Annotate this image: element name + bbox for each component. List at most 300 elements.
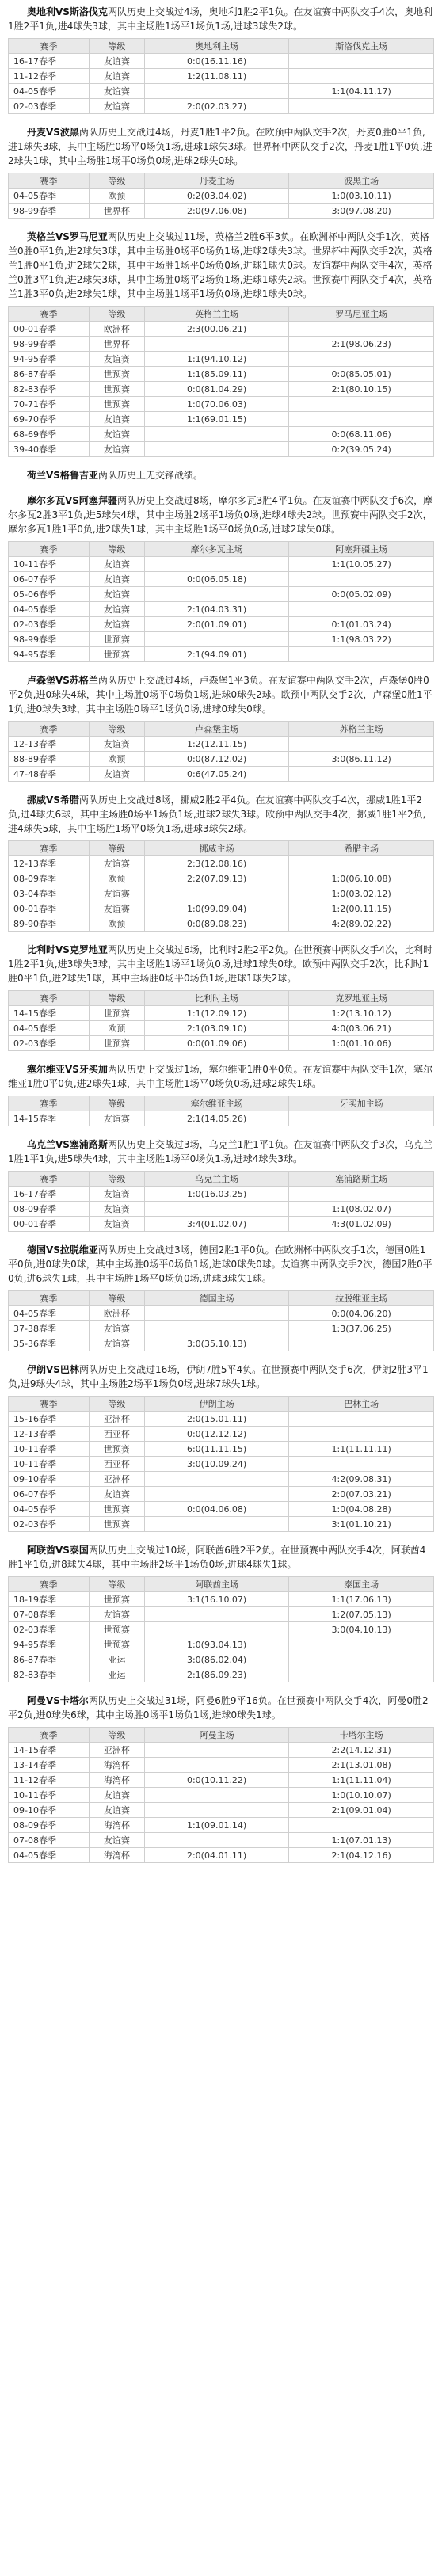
- home-b-cell: 1:2(13.10.12): [289, 1006, 434, 1021]
- home-a-cell: 1:2(11.08.11): [144, 69, 289, 84]
- matchup-summary-text: 两队历史上交战过8场，摩尔多瓦3胜4平1负。在友谊赛中两队交手6次，摩尔多瓦2胜3平1负,进5球失4球，其中主场胜2场平1场负0场,进球4球失2球。世预赛中两队交手2次，摩尔多瓦1胜1平0负,进2球失1球，其中主场胜1场平0场负0场,进球2球失0球。: [8, 495, 433, 535]
- matchup-summary: [8, 5, 434, 33]
- level-cell: 世预赛: [90, 1637, 145, 1652]
- level-cell: 世预赛: [90, 1006, 145, 1021]
- home-b-cell: 1:0(06.10.08): [289, 871, 434, 886]
- table-row: [9, 1818, 434, 1833]
- home-b-cell: 3:1(01.10.21): [289, 1517, 434, 1532]
- matchup-title: 奥地利VS斯洛伐克: [27, 6, 108, 17]
- season-cell: 15-16春季: [9, 1412, 90, 1427]
- home-a-cell: [144, 1833, 289, 1848]
- matchup-title: 比利时VS克罗地亚: [27, 944, 108, 955]
- level-cell: 海湾杯: [90, 1758, 145, 1773]
- matchup-title: 伊朗VS巴林: [27, 1364, 79, 1375]
- season-cell: 05-06春季: [9, 587, 90, 602]
- table-row: [9, 572, 434, 587]
- table-header-row: [9, 1096, 434, 1111]
- table-row: [9, 99, 434, 114]
- table-row: [9, 901, 434, 916]
- table-row: [9, 367, 434, 382]
- table-row: [9, 1487, 434, 1502]
- level-cell: 友谊赛: [90, 412, 145, 427]
- home-a-cell: 2:3(12.08.16): [144, 856, 289, 871]
- home-b-cell: [289, 856, 434, 871]
- table-row: [9, 352, 434, 367]
- matchup-summary-text: 两队历史上交战过6场，比利时2胜2平2负。在世预赛中两队交手4次，比利时1胜2平1负,进3球失3球，其中主场胜1场平1场负0场,进球1球失0球。欧预中两队交手2次，比利时1胜0平1负,进2球失1球，其中主场胜0场平0场负1场,进球1球失2球。: [8, 944, 433, 984]
- table-row: [9, 1472, 434, 1487]
- table-row: [9, 442, 434, 457]
- level-cell: 友谊赛: [90, 1607, 145, 1622]
- matchup-section: [8, 5, 434, 114]
- season-cell: 16-17春季: [9, 1187, 90, 1202]
- column-header: 等级: [90, 173, 145, 189]
- home-a-cell: [144, 1607, 289, 1622]
- season-cell: 08-09春季: [9, 1818, 90, 1833]
- table-row: [9, 602, 434, 617]
- table-row: [9, 1773, 434, 1788]
- level-cell: 海湾杯: [90, 1773, 145, 1788]
- table-header-row: [9, 307, 434, 322]
- table-row: [9, 1306, 434, 1321]
- home-b-cell: [289, 1336, 434, 1351]
- season-cell: 02-03春季: [9, 617, 90, 632]
- season-cell: 14-15春季: [9, 1111, 90, 1126]
- home-a-cell: 0:0(89.08.23): [144, 916, 289, 932]
- season-cell: 37-38春季: [9, 1321, 90, 1336]
- matchup-title: 荷兰VS格鲁吉亚: [27, 470, 98, 481]
- home-b-cell: 4:3(01.02.09): [289, 1217, 434, 1232]
- season-cell: 02-03春季: [9, 99, 90, 114]
- column-header: 等级: [90, 1728, 145, 1743]
- home-b-cell: 1:1(04.11.17): [289, 84, 434, 99]
- home-a-cell: 2:1(94.09.01): [144, 647, 289, 662]
- season-cell: 09-10春季: [9, 1472, 90, 1487]
- level-cell: 友谊赛: [90, 1321, 145, 1336]
- matchup-summary: [8, 1243, 434, 1286]
- home-b-cell: [289, 412, 434, 427]
- table-row: [9, 587, 434, 602]
- table-row: [9, 322, 434, 337]
- home-b-cell: 1:0(01.10.06): [289, 1036, 434, 1051]
- table-row: [9, 632, 434, 647]
- home-b-cell: [289, 1427, 434, 1442]
- season-cell: 04-05春季: [9, 189, 90, 204]
- level-cell: 友谊赛: [90, 1803, 145, 1818]
- home-a-cell: [144, 1622, 289, 1637]
- season-cell: 00-01春季: [9, 1217, 90, 1232]
- matchup-section: [8, 1137, 434, 1232]
- level-cell: 海湾杯: [90, 1848, 145, 1863]
- column-header: 等级: [90, 1172, 145, 1187]
- table-row: [9, 737, 434, 752]
- history-table: [8, 1290, 434, 1351]
- home-a-cell: 1:1(85.09.11): [144, 367, 289, 382]
- home-a-cell: 2:1(86.09.23): [144, 1667, 289, 1682]
- level-cell: 世预赛: [90, 382, 145, 397]
- matchup-summary-text: 两队历史上交战过4场，卢森堡1平3负。在友谊赛中两队交手2次，卢森堡0胜0平2负,进0球失4球，其中主场胜0场平0场负1场,进球0球失2球。欧预中两队交手2次，卢森堡0胜1平1负,进0球失3球，其中主场胜0场平1场负0场,进球0球失0球。: [8, 675, 432, 714]
- column-header: 赛季: [9, 542, 90, 557]
- home-b-cell: 4:2(09.08.31): [289, 1472, 434, 1487]
- table-row: [9, 1202, 434, 1217]
- season-cell: 09-10春季: [9, 1803, 90, 1818]
- level-cell: 友谊赛: [90, 54, 145, 69]
- season-cell: 68-69春季: [9, 427, 90, 442]
- level-cell: 亚洲杯: [90, 1472, 145, 1487]
- season-cell: 10-11春季: [9, 1457, 90, 1472]
- column-header: 挪威主场: [144, 841, 289, 856]
- column-header: 阿曼主场: [144, 1728, 289, 1743]
- home-a-cell: 0:0(10.11.22): [144, 1773, 289, 1788]
- matchup-summary-text: 两队历史上交战过31场，阿曼6胜9平16负。在世预赛中两队交手4次，阿曼0胜2平2负,进0球失6球，其中主场胜0场平1场负1场,进球0球失1球。: [8, 1695, 429, 1721]
- season-cell: 04-05春季: [9, 84, 90, 99]
- home-a-cell: 2:1(14.05.26): [144, 1111, 289, 1126]
- home-a-cell: 1:0(93.04.13): [144, 1637, 289, 1652]
- season-cell: 02-03春季: [9, 1517, 90, 1532]
- home-b-cell: [289, 572, 434, 587]
- level-cell: 亚运: [90, 1667, 145, 1682]
- column-header: 等级: [90, 722, 145, 737]
- table-row: [9, 1652, 434, 1667]
- season-cell: 12-13春季: [9, 1427, 90, 1442]
- matchup-summary: [8, 230, 434, 301]
- season-cell: 13-14春季: [9, 1758, 90, 1773]
- home-b-cell: 1:1(08.02.07): [289, 1202, 434, 1217]
- level-cell: 亚洲杯: [90, 1412, 145, 1427]
- matchup-title: 卢森堡VS苏格兰: [27, 675, 98, 686]
- season-cell: 88-89春季: [9, 752, 90, 767]
- table-header-row: [9, 173, 434, 189]
- level-cell: 欧洲杯: [90, 322, 145, 337]
- home-b-cell: 4:2(89.02.22): [289, 916, 434, 932]
- column-header: 赛季: [9, 307, 90, 322]
- home-a-cell: [144, 427, 289, 442]
- season-cell: 04-05春季: [9, 1848, 90, 1863]
- level-cell: 友谊赛: [90, 1336, 145, 1351]
- table-row: [9, 1457, 434, 1472]
- matchup-summary-text: 两队历史上交战过4场，奥地利1胜2平1负。在友谊赛中两队交手4次，奥地利1胜2平1负,进4球失3球，其中主场胜1场平1场负1场,进球3球失2球。: [8, 6, 433, 32]
- home-b-cell: 2:0(07.03.21): [289, 1487, 434, 1502]
- home-b-cell: 0:0(68.11.06): [289, 427, 434, 442]
- season-cell: 03-04春季: [9, 886, 90, 901]
- home-b-cell: [289, 397, 434, 412]
- matchup-summary-text: 两队历史上交战过16场，伊朗7胜5平4负。在世预赛中两队交手6次，伊朗2胜3平1负,进9球失4球，其中主场胜2场平1场负0场,进球7球失1球。: [8, 1364, 429, 1389]
- table-row: [9, 1637, 434, 1652]
- home-a-cell: 2:0(04.01.11): [144, 1848, 289, 1863]
- table-row: [9, 204, 434, 219]
- column-header: 伊朗主场: [144, 1397, 289, 1412]
- season-cell: 04-05春季: [9, 1306, 90, 1321]
- home-b-cell: [289, 99, 434, 114]
- home-b-cell: 1:1(10.05.27): [289, 557, 434, 572]
- column-header: 等级: [90, 1291, 145, 1306]
- home-a-cell: [144, 1472, 289, 1487]
- table-row: [9, 1517, 434, 1532]
- home-a-cell: 3:0(10.09.24): [144, 1457, 289, 1472]
- level-cell: 世预赛: [90, 647, 145, 662]
- season-cell: 82-83春季: [9, 1667, 90, 1682]
- home-a-cell: 1:1(09.01.14): [144, 1818, 289, 1833]
- matchup-title: 德国VS拉脱维亚: [27, 1244, 98, 1256]
- level-cell: 友谊赛: [90, 1217, 145, 1232]
- home-b-cell: [289, 1111, 434, 1126]
- matchup-summary: [8, 793, 434, 836]
- home-a-cell: 1:0(99.09.04): [144, 901, 289, 916]
- season-cell: 10-11春季: [9, 557, 90, 572]
- table-row: [9, 557, 434, 572]
- matchup-summary-text: 两队历史上交战过4场，丹麦1胜1平2负。在欧预中两队交手2次，丹麦0胜0平1负,进1球失3球，其中主场胜0场平0场负1场,进球1球失3球。世界杯中两队交手2次，丹麦1胜1平0负,进2球失1球，其中主场胜1场平0场负0场,进球2球失0球。: [8, 127, 432, 166]
- season-cell: 08-09春季: [9, 1202, 90, 1217]
- home-a-cell: [144, 886, 289, 901]
- level-cell: 友谊赛: [90, 1833, 145, 1848]
- level-cell: 友谊赛: [90, 587, 145, 602]
- matchup-section: [8, 1694, 434, 1863]
- column-header: 斯洛伐克主场: [289, 39, 434, 54]
- season-cell: 82-83春季: [9, 382, 90, 397]
- matchup-summary-text: 两队历史上交战过3场，乌克兰1胜1平1负。在友谊赛中两队交手3次，乌克兰1胜1平1负,进5球失4球，其中主场胜1场平0场负1场,进球4球失3球。: [8, 1139, 433, 1164]
- matchup-section: [8, 493, 434, 662]
- season-cell: 04-05春季: [9, 1502, 90, 1517]
- level-cell: 世预赛: [90, 397, 145, 412]
- level-cell: 友谊赛: [90, 1111, 145, 1126]
- matchup-summary-text: 两队历史上交战过10场，阿联酋6胜2平2负。在世预赛中两队交手4次，阿联酋4胜1平1负,进8球失4球，其中主场胜2场平1场负0场,进球4球失1球。: [8, 1545, 426, 1570]
- home-b-cell: 3:0(04.10.13): [289, 1622, 434, 1637]
- level-cell: 亚运: [90, 1652, 145, 1667]
- table-row: [9, 1336, 434, 1351]
- column-header: 罗马尼亚主场: [289, 307, 434, 322]
- season-cell: 86-87春季: [9, 367, 90, 382]
- history-table: [8, 1396, 434, 1532]
- column-header: 阿塞拜疆主场: [289, 542, 434, 557]
- table-row: [9, 1848, 434, 1863]
- level-cell: 友谊赛: [90, 767, 145, 782]
- season-cell: 70-71春季: [9, 397, 90, 412]
- matchup-section: [8, 943, 434, 1051]
- season-cell: 06-07春季: [9, 1487, 90, 1502]
- home-b-cell: [289, 352, 434, 367]
- column-header: 等级: [90, 1397, 145, 1412]
- home-b-cell: 3:0(86.11.12): [289, 752, 434, 767]
- table-row: [9, 1502, 434, 1517]
- column-header: 等级: [90, 1577, 145, 1592]
- table-row: [9, 1442, 434, 1457]
- home-a-cell: 1:1(12.09.12): [144, 1006, 289, 1021]
- level-cell: 世预赛: [90, 1036, 145, 1051]
- home-a-cell: 2:2(07.09.13): [144, 871, 289, 886]
- matchup-title: 英格兰VS罗马尼亚: [27, 231, 108, 242]
- level-cell: 西亚杯: [90, 1457, 145, 1472]
- season-cell: 69-70春季: [9, 412, 90, 427]
- home-b-cell: 1:0(04.08.28): [289, 1502, 434, 1517]
- home-a-cell: 0:0(12.12.12): [144, 1427, 289, 1442]
- home-b-cell: 1:1(07.01.13): [289, 1833, 434, 1848]
- home-b-cell: [289, 737, 434, 752]
- column-header: 赛季: [9, 39, 90, 54]
- level-cell: 欧预: [90, 916, 145, 932]
- table-row: [9, 1111, 434, 1126]
- table-row: [9, 871, 434, 886]
- history-table: [8, 38, 434, 114]
- matchup-section: [8, 673, 434, 782]
- home-a-cell: [144, 84, 289, 99]
- level-cell: 友谊赛: [90, 617, 145, 632]
- season-cell: 16-17春季: [9, 54, 90, 69]
- matchup-section: [8, 793, 434, 932]
- column-header: 赛季: [9, 1728, 90, 1743]
- home-b-cell: 2:1(09.01.04): [289, 1803, 434, 1818]
- column-header: 乌克兰主场: [144, 1172, 289, 1187]
- table-row: [9, 1758, 434, 1773]
- matchup-summary-text: 两队历史上交战过11场，英格兰2胜6平3负。在欧洲杯中两队交手1次，英格兰0胜0平1负,进2球失3球，其中主场胜0场平0场负1场,进球2球失3球。世界杯中两队交手2次，英格兰1胜0平1负,进2球失2球，其中主场胜1场平0场负0场,进球1球失0球。友谊赛中两队交手4次，英格兰0胜3平1负,进2球失3球，其中主场胜0场平2场负1场,进球1球失2球。世预赛中两队交手4次，英格兰1胜3平0负,进2球失1球，其中主场胜1场平1场负0场,进球1球失0球。: [8, 231, 432, 299]
- home-b-cell: 1:1(98.03.22): [289, 632, 434, 647]
- column-header: 等级: [90, 39, 145, 54]
- table-row: [9, 69, 434, 84]
- home-b-cell: [289, 1818, 434, 1833]
- level-cell: 欧预: [90, 189, 145, 204]
- column-header: 巴林主场: [289, 1397, 434, 1412]
- home-b-cell: [289, 1637, 434, 1652]
- table-header-row: [9, 1397, 434, 1412]
- history-table: [8, 1171, 434, 1232]
- column-header: 泰国主场: [289, 1577, 434, 1592]
- matchup-title: 阿曼VS卡塔尔: [27, 1695, 89, 1706]
- home-b-cell: 2:1(80.10.15): [289, 382, 434, 397]
- level-cell: 友谊赛: [90, 442, 145, 457]
- season-cell: 47-48春季: [9, 767, 90, 782]
- level-cell: 友谊赛: [90, 1202, 145, 1217]
- home-b-cell: 2:1(13.01.08): [289, 1758, 434, 1773]
- column-header: 苏格兰主场: [289, 722, 434, 737]
- home-a-cell: 3:4(01.02.07): [144, 1217, 289, 1232]
- home-a-cell: 0:0(06.05.18): [144, 572, 289, 587]
- home-b-cell: 1:1(17.06.13): [289, 1592, 434, 1607]
- matchup-title: 阿联酋VS泰国: [27, 1545, 89, 1556]
- level-cell: 友谊赛: [90, 901, 145, 916]
- matchup-summary: [8, 1362, 434, 1391]
- home-a-cell: 1:2(12.11.15): [144, 737, 289, 752]
- level-cell: 世预赛: [90, 367, 145, 382]
- column-header: 克罗地亚主场: [289, 991, 434, 1006]
- table-row: [9, 1743, 434, 1758]
- season-cell: 98-99春季: [9, 204, 90, 219]
- matchup-title: 丹麦VS波黑: [27, 127, 79, 138]
- column-header: 赛季: [9, 1096, 90, 1111]
- column-header: 牙买加主场: [289, 1096, 434, 1111]
- column-header: 赛季: [9, 722, 90, 737]
- table-row: [9, 1833, 434, 1848]
- table-row: [9, 427, 434, 442]
- matchup-section: [8, 230, 434, 457]
- level-cell: 友谊赛: [90, 856, 145, 871]
- table-row: [9, 84, 434, 99]
- level-cell: 世界杯: [90, 337, 145, 352]
- matchup-title: 挪威VS希腊: [27, 795, 79, 806]
- home-a-cell: 1:0(70.06.03): [144, 397, 289, 412]
- table-row: [9, 189, 434, 204]
- level-cell: 欧预: [90, 752, 145, 767]
- table-row: [9, 916, 434, 932]
- home-a-cell: 1:1(69.01.15): [144, 412, 289, 427]
- matchup-summary: [8, 943, 434, 985]
- home-b-cell: 1:2(07.05.13): [289, 1607, 434, 1622]
- home-a-cell: [144, 442, 289, 457]
- level-cell: 西亚杯: [90, 1427, 145, 1442]
- home-b-cell: 0:1(01.03.24): [289, 617, 434, 632]
- level-cell: 友谊赛: [90, 1788, 145, 1803]
- home-b-cell: [289, 1187, 434, 1202]
- table-row: [9, 1187, 434, 1202]
- home-b-cell: 1:1(11.11.04): [289, 1773, 434, 1788]
- level-cell: 友谊赛: [90, 427, 145, 442]
- table-row: [9, 647, 434, 662]
- home-b-cell: 0:0(05.02.09): [289, 587, 434, 602]
- table-row: [9, 1321, 434, 1336]
- home-b-cell: 1:2(00.11.15): [289, 901, 434, 916]
- home-a-cell: [144, 337, 289, 352]
- home-a-cell: 0:2(03.04.02): [144, 189, 289, 204]
- home-b-cell: [289, 602, 434, 617]
- matchup-summary: [8, 493, 434, 536]
- table-row: [9, 1006, 434, 1021]
- level-cell: 友谊赛: [90, 1487, 145, 1502]
- home-b-cell: 1:0(03.10.11): [289, 189, 434, 204]
- season-cell: 89-90春季: [9, 916, 90, 932]
- home-a-cell: 0:0(04.06.08): [144, 1502, 289, 1517]
- table-header-row: [9, 722, 434, 737]
- home-a-cell: [144, 557, 289, 572]
- home-b-cell: 4:0(03.06.21): [289, 1021, 434, 1036]
- table-row: [9, 337, 434, 352]
- level-cell: 世界杯: [90, 204, 145, 219]
- table-row: [9, 1021, 434, 1036]
- level-cell: 世预赛: [90, 1592, 145, 1607]
- home-a-cell: [144, 1321, 289, 1336]
- season-cell: 10-11春季: [9, 1788, 90, 1803]
- season-cell: 00-01春季: [9, 322, 90, 337]
- home-b-cell: [289, 69, 434, 84]
- home-b-cell: 1:1(11.11.11): [289, 1442, 434, 1457]
- home-a-cell: 3:1(16.10.07): [144, 1592, 289, 1607]
- season-cell: 08-09春季: [9, 871, 90, 886]
- home-a-cell: [144, 1202, 289, 1217]
- home-a-cell: 3:0(86.02.04): [144, 1652, 289, 1667]
- column-header: 奥地利主场: [144, 39, 289, 54]
- matchup-summary-text: 两队历史上交战过3场，德国2胜1平0负。在欧洲杯中两队交手1次，德国0胜1平0负,进0球失0球，其中主场胜0场平0场负1场,进球0球失0球。友谊赛中两队交手2次，德国2胜0平0负,进6球失1球，其中主场胜1场平0场负0场,进球3球失1球。: [8, 1244, 432, 1284]
- matchup-summary: [8, 1694, 434, 1722]
- column-header: 等级: [90, 991, 145, 1006]
- column-header: 丹麦主场: [144, 173, 289, 189]
- season-cell: 39-40春季: [9, 442, 90, 457]
- history-table: [8, 1096, 434, 1126]
- matchup-section: [8, 1243, 434, 1351]
- season-cell: 12-13春季: [9, 737, 90, 752]
- table-header-row: [9, 39, 434, 54]
- level-cell: 海湾杯: [90, 1818, 145, 1833]
- matchup-section: [8, 468, 434, 482]
- table-header-row: [9, 1728, 434, 1743]
- column-header: 赛季: [9, 173, 90, 189]
- home-a-cell: 6:0(11.11.15): [144, 1442, 289, 1457]
- level-cell: 友谊赛: [90, 572, 145, 587]
- level-cell: 欧预: [90, 871, 145, 886]
- home-b-cell: 3:0(97.08.20): [289, 204, 434, 219]
- matchup-title: 塞尔维亚VS牙买加: [27, 1064, 108, 1075]
- home-b-cell: [289, 1412, 434, 1427]
- history-table: [8, 541, 434, 662]
- column-header: 比利时主场: [144, 991, 289, 1006]
- home-b-cell: [289, 1457, 434, 1472]
- matchup-title: 乌克兰VS塞浦路斯: [27, 1139, 108, 1150]
- matchup-section: [8, 1543, 434, 1682]
